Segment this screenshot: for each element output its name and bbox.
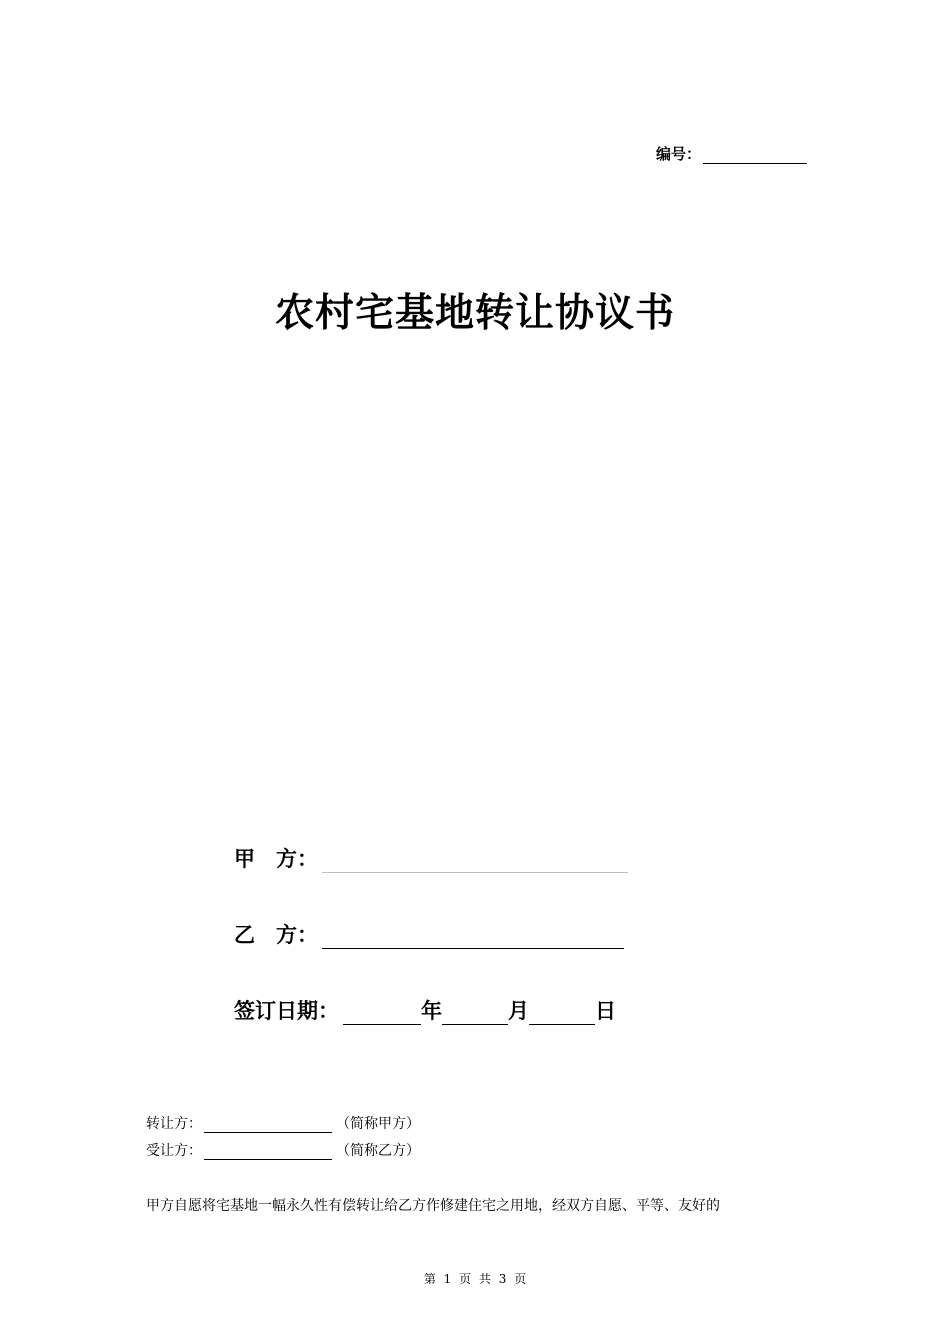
day-blank (529, 1002, 595, 1025)
page-footer: 第 1 页 共 3 页 (423, 1272, 527, 1286)
sign-date-row (234, 995, 616, 1025)
date-label: 签订日期： (234, 999, 339, 1023)
party-a-label: 甲 方： (234, 847, 318, 871)
transferee-note: （简称乙方） (336, 1143, 420, 1159)
day-label: 日 (595, 999, 616, 1023)
transferor-line (146, 1113, 420, 1133)
party-a-blank (322, 850, 628, 873)
party-a-signature-row (234, 843, 628, 873)
body-paragraph: 甲方自愿将宅基地一幅永久性有偿转让给乙方作修建住宅之用地，经双方自愿、平等、友好的 (146, 1198, 720, 1214)
serial-blank (703, 147, 807, 164)
transferee-blank (204, 1144, 332, 1160)
transferor-note: （简称甲方） (336, 1116, 420, 1132)
party-b-signature-row (234, 919, 624, 949)
year-blank (343, 1002, 421, 1025)
year-label: 年 (421, 999, 442, 1023)
transferee-line (146, 1140, 420, 1160)
transferor-label: 转让方： (146, 1116, 202, 1132)
serial-label: 编号： (656, 145, 702, 163)
document-title: 农村宅基地转让协议书 (274, 291, 675, 336)
month-label: 月 (508, 999, 529, 1023)
party-b-label: 乙 方： (234, 923, 318, 947)
party-b-blank (322, 926, 624, 949)
transferor-blank (204, 1117, 332, 1133)
transferee-label: 受让方： (146, 1143, 202, 1159)
serial-number (656, 143, 807, 164)
month-blank (442, 1002, 508, 1025)
